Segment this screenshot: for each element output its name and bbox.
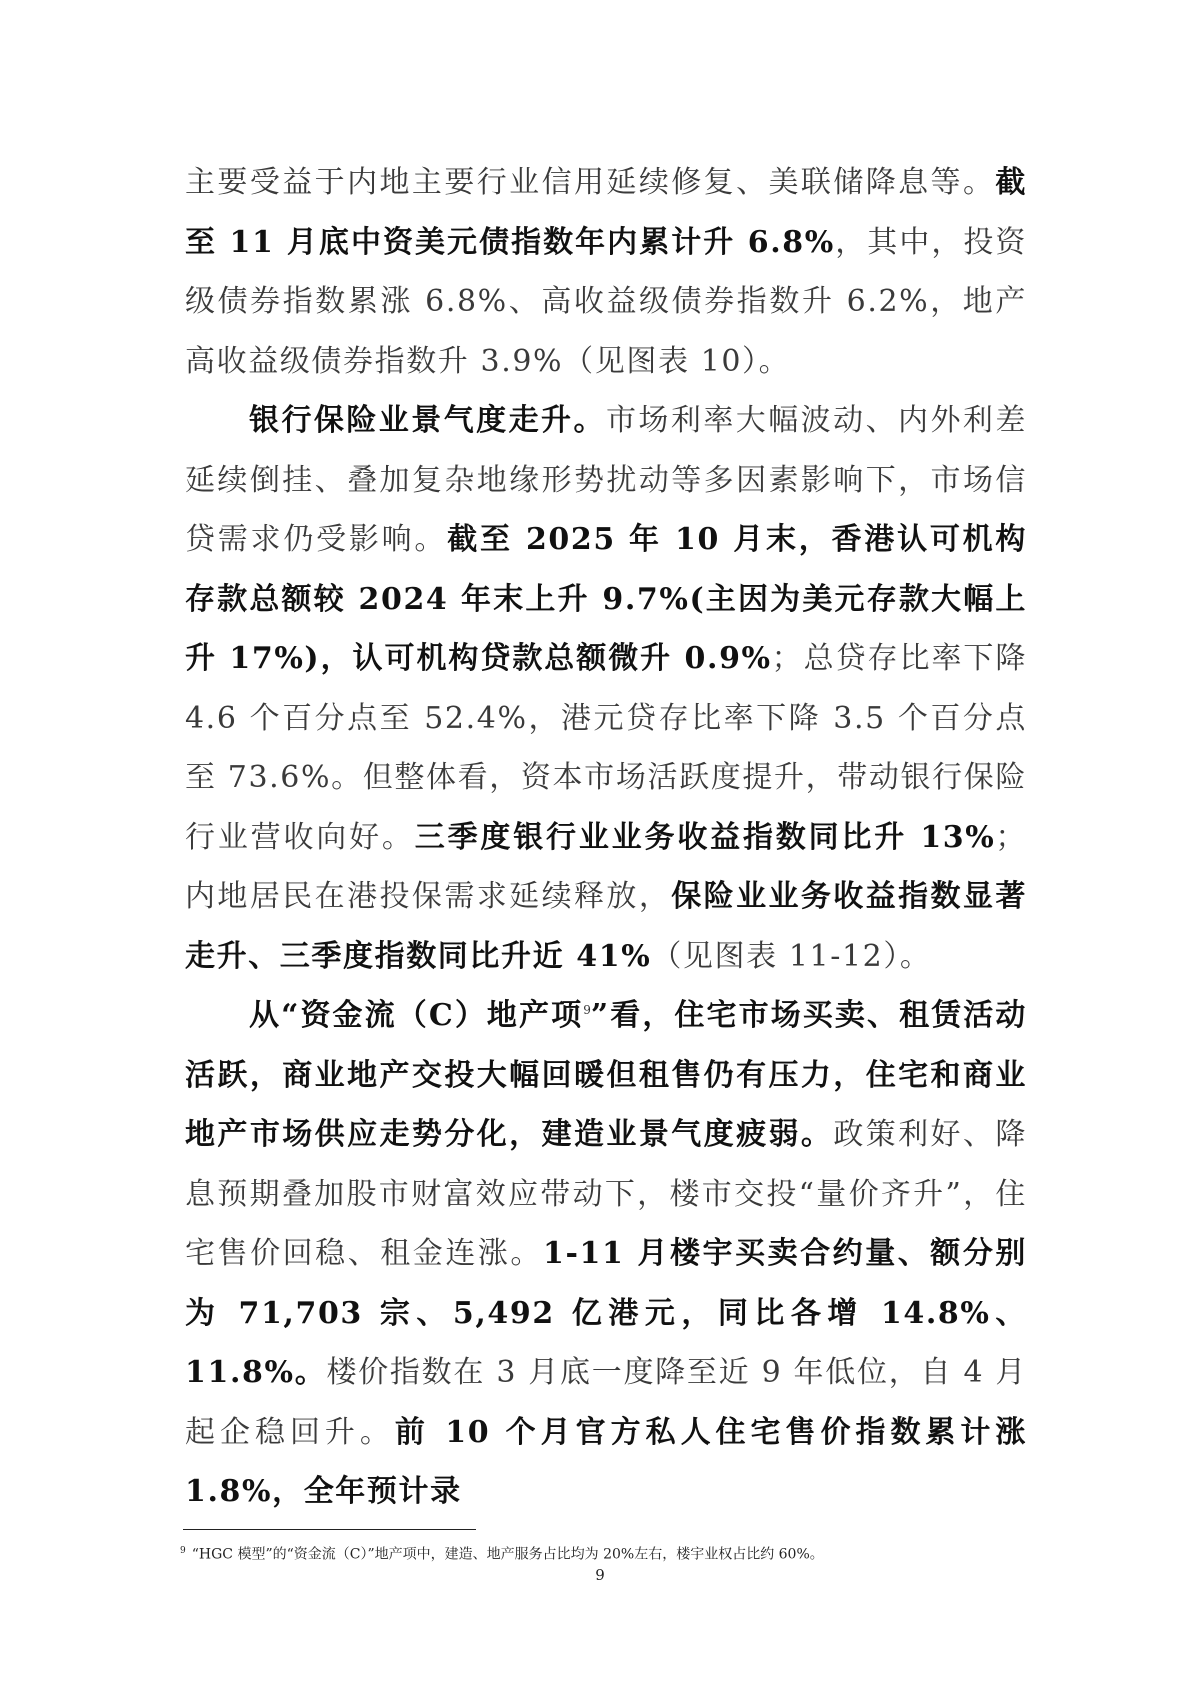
bold-text-run: 保险业业务收益指数显著走升、三季度指数同比升近 41% — [185, 879, 1027, 974]
paragraph — [185, 153, 1027, 391]
bold-text-run: 前 10 个月官方私人住宅售价指数累计涨 1.8%，全年预计录 — [185, 1414, 1027, 1509]
bold-text-run: 截至 11 月底中资美元债指数年内累计升 6.8% — [185, 165, 1027, 260]
footnote-divider — [183, 1529, 476, 1530]
body-text — [185, 153, 1027, 1522]
footnote-marker: 9 — [180, 1546, 186, 1556]
footnote-reference: 9 — [583, 1003, 591, 1017]
text-run: （见图表 11-12）。 — [651, 938, 932, 974]
text-run: ，其中，投资级债券指数累涨 6.8%、高收益级债券指数升 6.2%，地产高收益级债券指数升 3.9%（见图表 10）。 — [185, 224, 1027, 379]
text-run: 楼价指数在 3 月底一度降至近 9 年低位，自 4 月起企稳回升。 — [185, 1355, 1027, 1450]
bold-text-run: ”看，住宅市场买卖、租赁活动活跃，商业地产交投大幅回暖但租售仍有压力，住宅和商业地产市场供应走势分化，建造业景气度疲弱。 — [185, 998, 1027, 1152]
text-run: ；内地居民在港投保需求延续释放， — [185, 819, 1027, 914]
footnote-text: “HGC 模型”的“资金流（C）”地产项中，建造、地产服务占比均为 20%左右，楼宇业权占比约 60%。 — [191, 1546, 824, 1563]
paragraph — [185, 391, 1027, 986]
text-run: ；总贷存比率下降 4.6 个百分点至 52.4%，港元贷存比率下降 3.5 个百分点至 73.6%。但整体看，资本市场活跃度提升，带动银行保险行业营收向好。 — [185, 641, 1027, 855]
bold-text-run: 截至 2025 年 10 月末，香港认可机构存款总额较 2024 年末上升 9.7%(主因为美元存款大幅上升 17%)，认可机构贷款总额微升 0.9% — [185, 522, 1027, 676]
bold-text-run: 银行保险业景气度走升。 — [249, 403, 606, 438]
footnote — [180, 1541, 1040, 1565]
bold-text-run: 1-11 月楼宇买卖合约量、额分别为 71,703 宗、5,492 亿港元，同比各增 14.8%、11.8%。 — [185, 1236, 1027, 1390]
text-run: 市场利率大幅波动、内外利差延续倒挂、叠加复杂地缘形势扰动等多因素影响下，市场信贷需求仍受影响。 — [185, 403, 1027, 557]
paragraph — [185, 986, 1027, 1522]
page-number: 9 — [595, 1566, 605, 1584]
text-run: 政策利好、降息预期叠加股市财富效应带动下，楼市交投“量价齐升”，住宅售价回稳、租金连涨。 — [185, 1117, 1027, 1271]
text-run: 主要受益于内地主要行业信用延续修复、美联储降息等。 — [185, 165, 996, 200]
bold-text-run: 三季度银行业业务收益指数同比升 13% — [414, 819, 996, 855]
bold-text-run: 从“资金流（C）地产项 — [249, 998, 584, 1033]
